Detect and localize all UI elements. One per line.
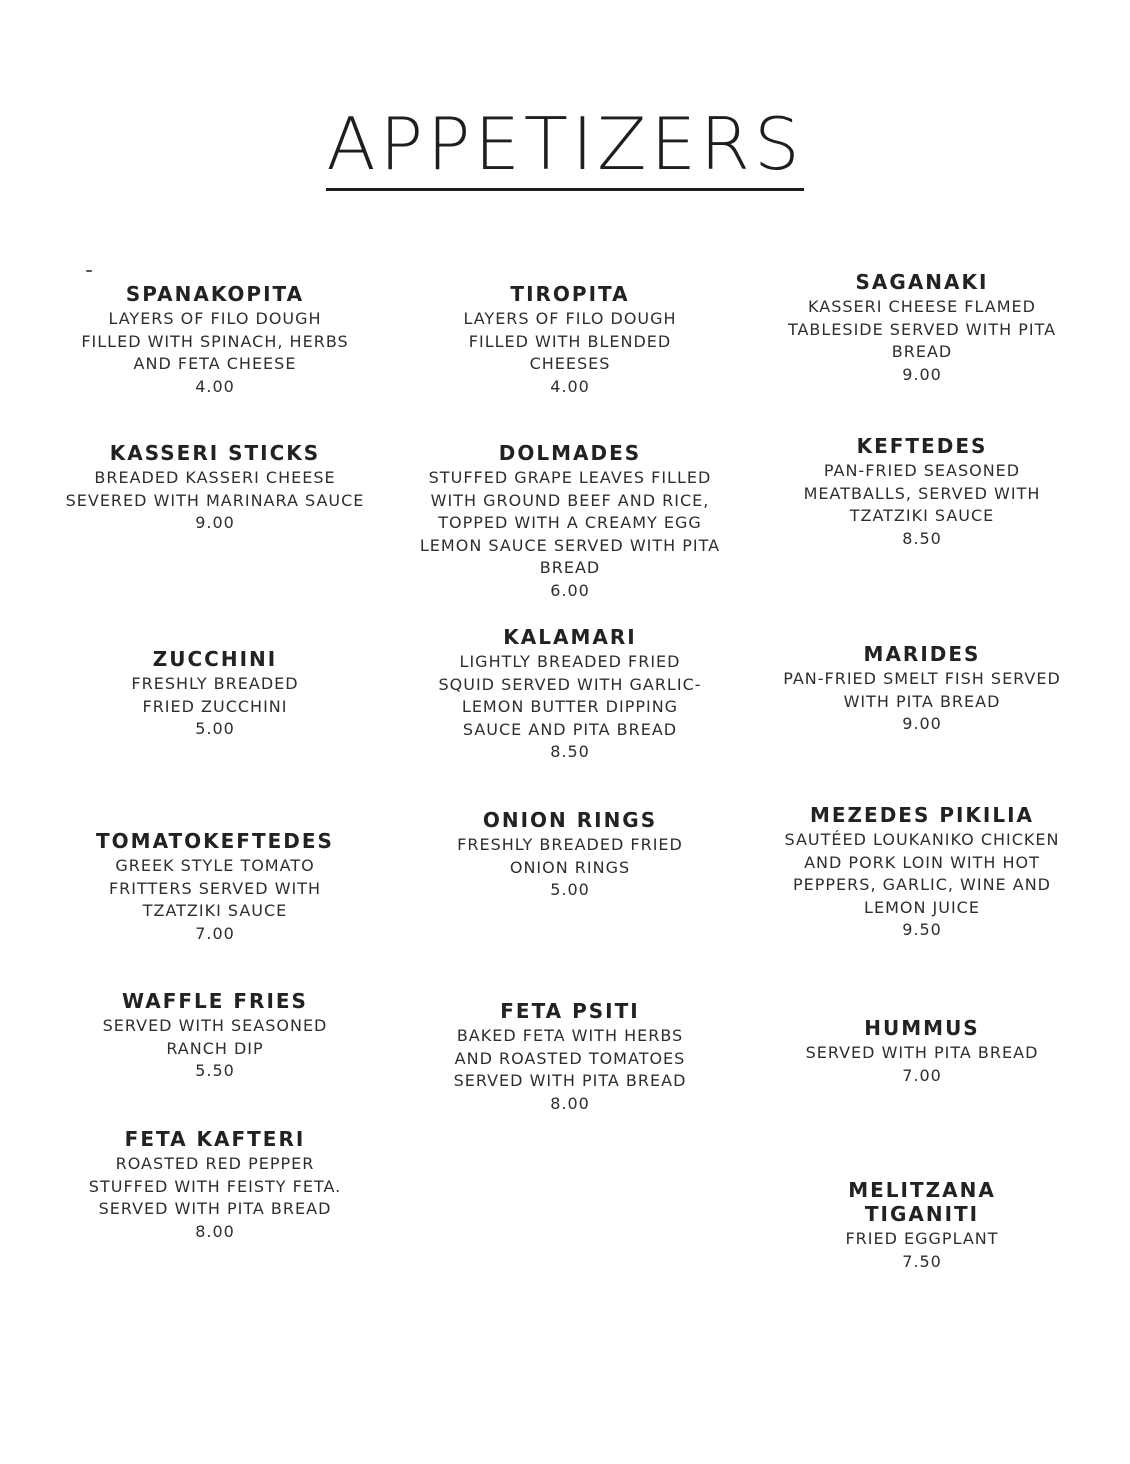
item-description: SERVED WITH SEASONED RANCH DIP <box>102 1016 328 1058</box>
menu-item-marides <box>752 642 1092 736</box>
item-price: 4.00 <box>195 376 235 396</box>
menu-item-feta-psiti <box>400 999 740 1115</box>
item-description: BAKED FETA WITH HERBS AND ROASTED TOMATOES SERVED WITH PITA BREAD <box>453 1026 687 1090</box>
item-name: MARIDES <box>863 642 981 666</box>
page-title-text: APPETIZERS <box>326 108 803 191</box>
item-name: KEFTEDES <box>856 434 988 458</box>
item-name: ONION RINGS <box>482 808 658 832</box>
menu-item-dolmades <box>400 441 740 602</box>
item-description: GREEK STYLE TOMATO FRITTERS SERVED WITH TZATZIKI SAUCE <box>108 856 322 920</box>
item-price: 5.00 <box>195 719 235 738</box>
item-price: 9.00 <box>902 714 942 733</box>
item-price: 7.00 <box>195 923 235 943</box>
item-description: KASSERI CHEESE FLAMED TABLESIDE SERVED WITH PITA BREAD <box>787 297 1057 361</box>
item-price: 8.50 <box>902 528 942 548</box>
item-name: ZUCCHINI <box>152 647 278 671</box>
item-description: FRIED EGGPLANT <box>845 1229 999 1248</box>
item-name: WAFFLE FRIES <box>122 989 308 1013</box>
item-name: KALAMARI <box>503 625 637 649</box>
item-description: PAN-FRIED SEASONED MEATBALLS, SERVED WITH TZATZIKI SAUCE <box>803 461 1041 525</box>
menu-item-keftedes <box>752 434 1092 550</box>
item-name: TIROPITA <box>510 282 630 306</box>
item-name: MELITZANA TIGANITI <box>848 1178 996 1226</box>
menu-item-hummus <box>752 1016 1092 1087</box>
item-name: TOMATOKEFTEDES <box>96 829 334 853</box>
menu-item-spanakopita <box>45 282 385 398</box>
item-price: 5.50 <box>195 1061 235 1080</box>
item-price: 9.00 <box>195 513 235 532</box>
item-price: 9.50 <box>902 920 942 939</box>
item-name: DOLMADES <box>498 441 642 465</box>
item-price: 7.50 <box>902 1251 942 1271</box>
menu-item-saganaki <box>752 270 1092 386</box>
item-name: FETA KAFTERI <box>124 1127 306 1151</box>
item-description: LAYERS OF FILO DOUGH FILLED WITH BLENDED CHEESES <box>463 309 677 373</box>
menu-item-kalamari <box>400 625 740 764</box>
item-description: SAUTÉED LOUKANIKO CHICKEN AND PORK LOIN WITH HOT PEPPERS, GARLIC, WINE AND LEMON JUICE <box>784 830 1060 917</box>
item-name: HUMMUS <box>864 1016 980 1040</box>
item-price: 7.00 <box>902 1065 942 1085</box>
item-name: SAGANAKI <box>855 270 989 294</box>
item-description: PAN-FRIED SMELT FISH SERVED WITH PITA BREAD <box>783 669 1061 711</box>
item-price: 9.00 <box>902 364 942 384</box>
scan-speck <box>86 270 92 272</box>
item-description: FRESHLY BREADED FRIED ONION RINGS <box>457 835 683 877</box>
item-description: SERVED WITH PITA BREAD <box>805 1043 1039 1062</box>
item-price: 6.00 <box>550 580 590 600</box>
menu-item-tomatokeftedes <box>45 829 385 945</box>
item-price: 8.00 <box>195 1221 235 1241</box>
item-description: LAYERS OF FILO DOUGH FILLED WITH SPINACH, HERBS AND FETA CHEESE <box>81 309 349 373</box>
menu-item-melitzana-tiganiti <box>752 1178 1092 1273</box>
item-price: 4.00 <box>550 376 590 396</box>
item-name: FETA PSITI <box>500 999 640 1023</box>
menu-item-feta-kafteri <box>45 1127 385 1243</box>
menu-item-onion-rings <box>400 808 740 902</box>
menu-item-mezedes-pikilia <box>752 803 1092 942</box>
item-description: BREADED KASSERI CHEESE SEVERED WITH MARINARA SAUCE <box>65 468 365 510</box>
item-description: ROASTED RED PEPPER STUFFED WITH FEISTY FETA. SERVED WITH PITA BREAD <box>88 1154 342 1218</box>
item-description: LIGHTLY BREADED FRIED SQUID SERVED WITH GARLIC-LEMON BUTTER DIPPING SAUCE AND PITA BREAD <box>438 652 702 739</box>
item-name: SPANAKOPITA <box>125 282 305 306</box>
menu-item-kasseri-sticks <box>45 441 385 535</box>
menu-item-waffle-fries <box>45 989 385 1083</box>
item-price: 8.50 <box>550 742 590 761</box>
item-description: FRESHLY BREADED FRIED ZUCCHINI <box>131 674 299 716</box>
item-name: MEZEDES PIKILIA <box>809 803 1035 827</box>
item-price: 8.00 <box>550 1093 590 1113</box>
menu-item-tiropita <box>400 282 740 398</box>
menu-item-zucchini <box>45 647 385 741</box>
item-price: 5.00 <box>550 880 590 899</box>
page-title <box>0 102 1130 191</box>
item-name: KASSERI STICKS <box>109 441 321 465</box>
item-description: STUFFED GRAPE LEAVES FILLED WITH GROUND BEEF AND RICE, TOPPED WITH A CREAMY EGG LEMON SAUCE SERVED WITH PITA BREAD <box>419 468 721 577</box>
